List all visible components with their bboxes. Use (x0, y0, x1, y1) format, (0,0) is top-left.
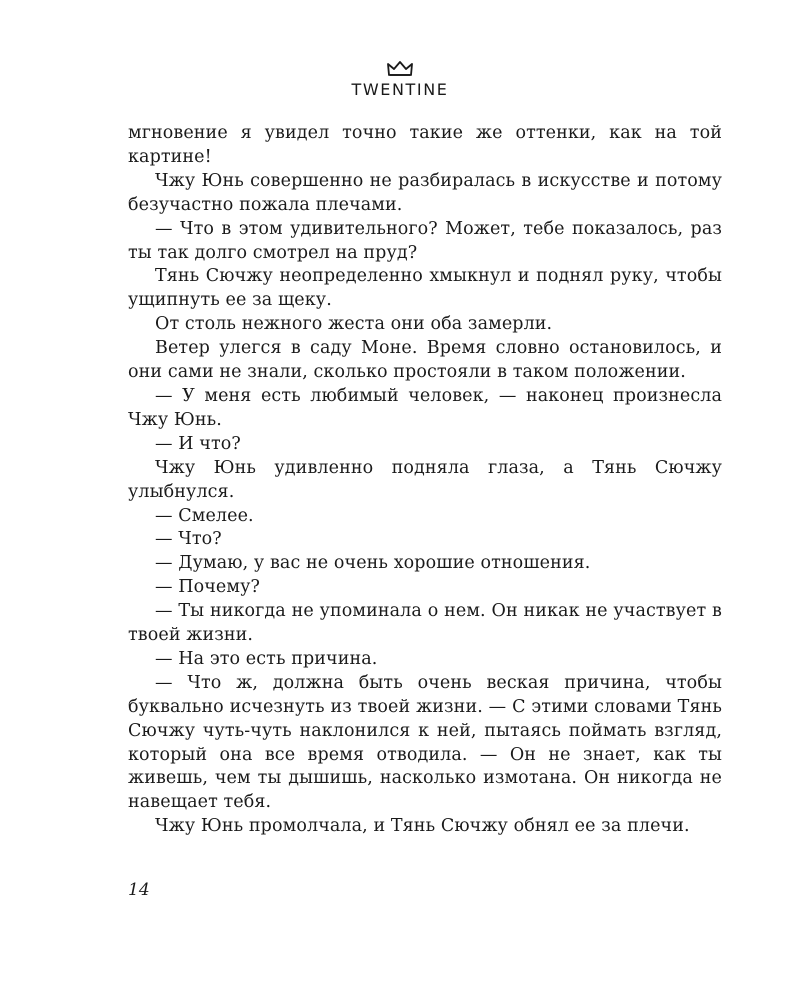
paragraph: — Что в этом удивительного? Может, тебе показалось, раз ты так долго смотрел на пруд? (128, 218, 722, 263)
paragraph: Ветер улегся в саду Моне. Время словно остановилось, и они сами не знали, сколько простояли в таком положении. (128, 338, 722, 383)
paragraph: — Думаю, у вас не очень хорошие отношения. (155, 553, 591, 574)
paragraph: Чжу Юнь совершенно не разбиралась в искусстве и потому безучастно пожала плечами. (128, 170, 722, 215)
paragraph: Чжу Юнь удивленно подняла глаза, а Тянь Сючжу улыбнулся. (128, 457, 722, 502)
paragraph: — Смелее. (155, 505, 254, 526)
paragraph: — У меня есть любимый человек, — наконец произнесла Чжу Юнь. (128, 385, 722, 430)
page-number: 14 (128, 880, 150, 900)
page-header (0, 60, 800, 99)
brand-logo-text: TWENTINE (351, 80, 449, 99)
paragraph: — Что? (155, 529, 222, 550)
paragraph: — И что? (155, 433, 241, 454)
paragraph: От столь нежного жеста они оба замерли. (155, 314, 553, 335)
paragraph: — Ты никогда не упоминала о нем. Он никак не участвует в твоей жизни. (128, 601, 722, 646)
paragraph: — На это есть причина. (155, 648, 378, 669)
paragraph: Чжу Юнь промолчала, и Тянь Сючжу обнял ее за плечи. (155, 816, 690, 837)
paragraph: — Почему? (155, 577, 260, 598)
paragraph: Тянь Сючжу неопределенно хмыкнул и поднял руку, чтобы ущипнуть ее за щеку. (128, 266, 722, 311)
crown-icon (385, 60, 415, 78)
paragraph: мгновение я увидел точно такие же оттенки, как на той картине! (128, 123, 722, 167)
page-body-text (128, 122, 722, 839)
paragraph: — Что ж, должна быть очень веская причина, чтобы буквально исчезнуть из твоей жизни. — С этими словами Тянь Сючжу чуть-чуть наклонился к ней, пытаясь поймать взгляд, который она все время отводила. — Он не знает, как ты живешь, чем ты дышишь, насколько измотана. Он никогда не навещает тебя. (128, 672, 722, 813)
